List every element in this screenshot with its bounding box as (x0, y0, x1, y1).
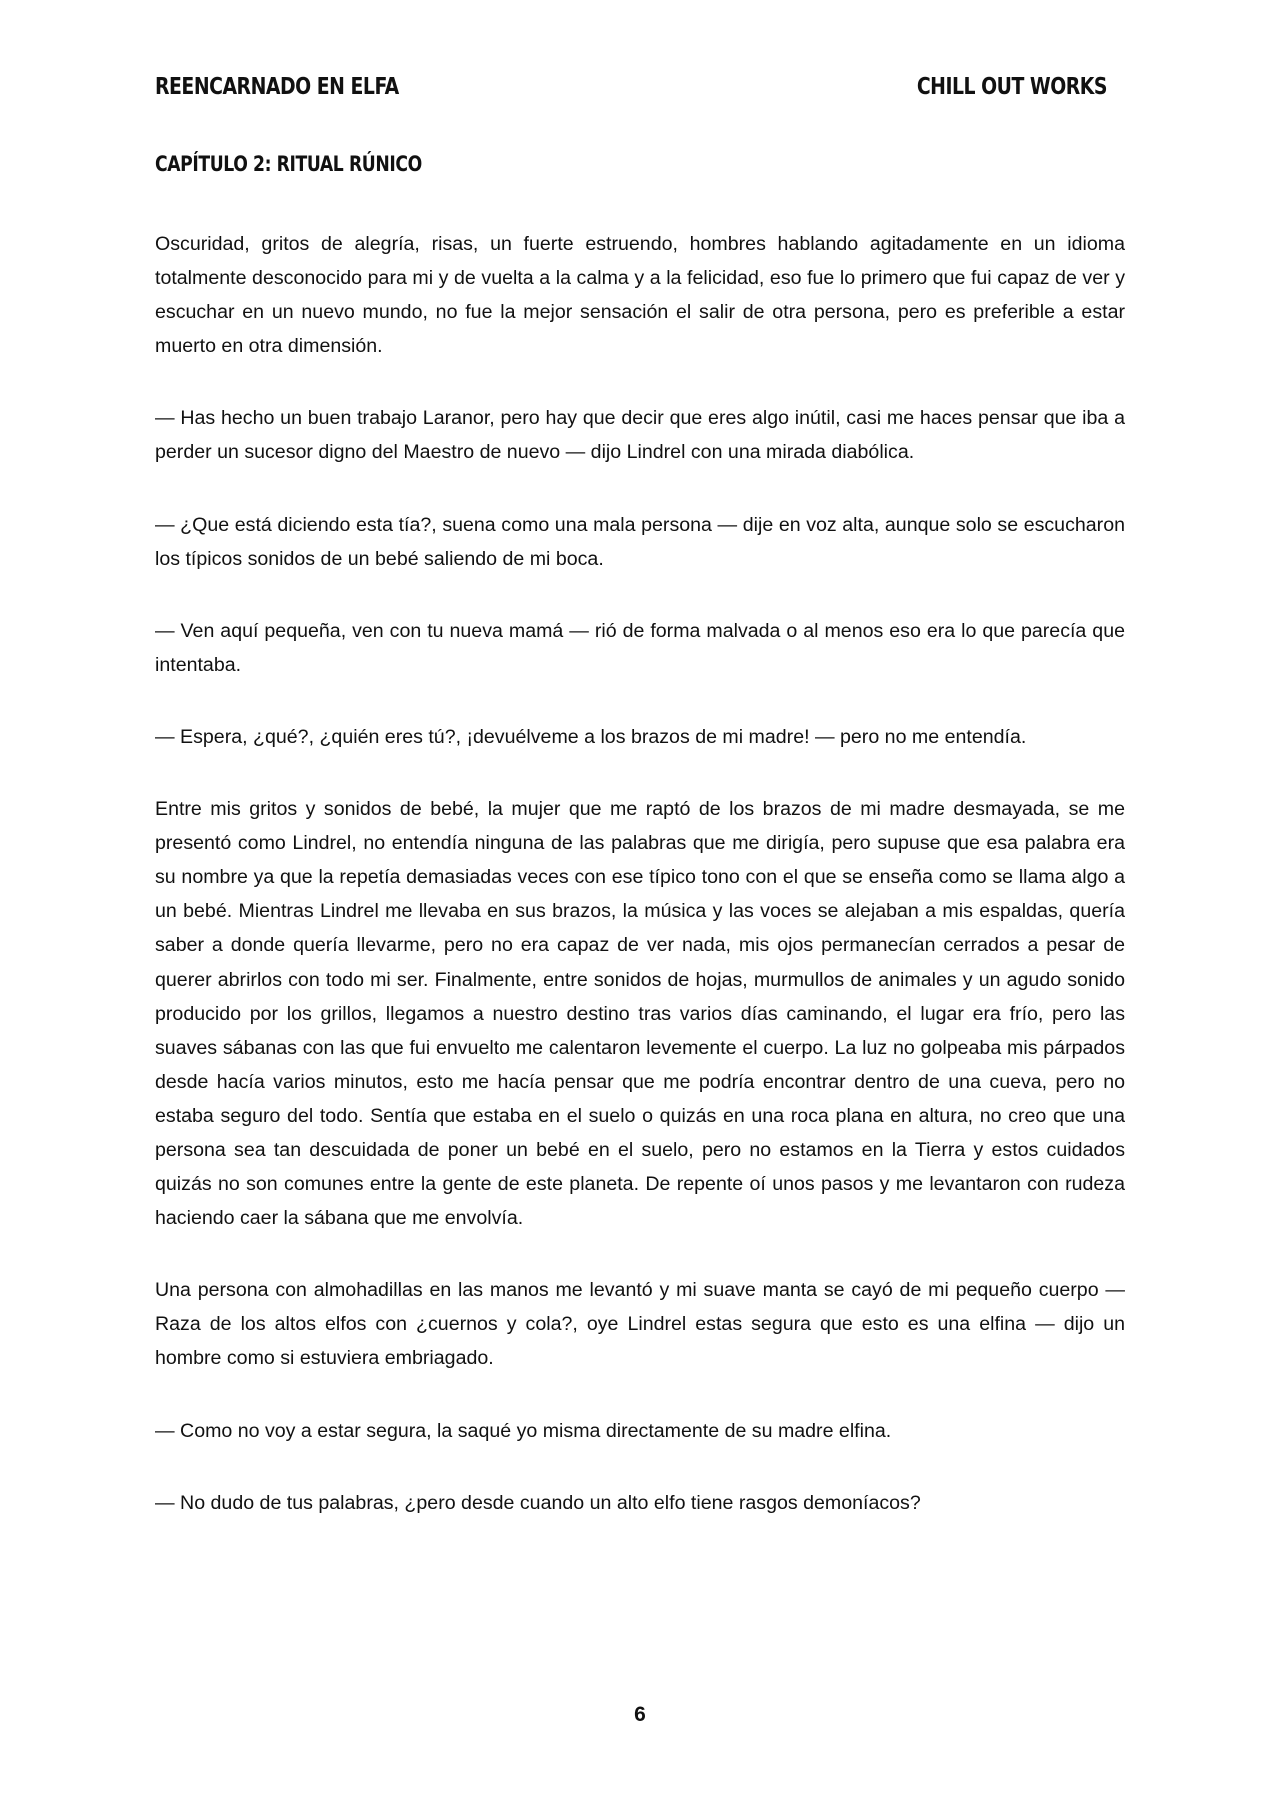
paragraph: Una persona con almohadillas en las manos me levantó y mi suave manta se cayó de mi pequeño cuerpo — Raza de los altos elfos con ¿cuernos y cola?, oye Lindrel estas segura que esto es una elfina — dijo un hombre como si estuviera embriagado. (155, 1279, 1125, 1370)
publisher-name: CHILL OUT WORKS (916, 74, 1108, 100)
paragraph: — Has hecho un buen trabajo Laranor, pero hay que decir que eres algo inútil, casi me haces pensar que iba a perder un sucesor digno del Maestro de nuevo — dijo Lindrel con una mirada diabólica. (155, 407, 1125, 464)
paragraph: — Ven aquí pequeña, ven con tu nueva mamá — rió de forma malvada o al menos eso era lo que parecía que intentaba. (155, 619, 1125, 676)
chapter-body (155, 227, 1125, 1558)
page-number: 6 (634, 1703, 646, 1726)
chapter-title: CAPÍTULO 2: RITUAL RÚNICO (155, 152, 422, 176)
paragraph: — Como no voy a estar segura, la saqué yo misma directamente de su madre elfina. (155, 1419, 892, 1442)
paragraph: — ¿Que está diciendo esta tía?, suena como una mala persona — dije en voz alta, aunque solo se escucharon los típicos sonidos de un bebé saliendo de mi boca. (155, 513, 1125, 570)
paragraph: — No dudo de tus palabras, ¿pero desde cuando un alto elfo tiene rasgos demoníacos? (155, 1491, 921, 1514)
running-header (155, 74, 1108, 108)
paragraph: — Espera, ¿qué?, ¿quién eres tú?, ¡devuélveme a los brazos de mi madre! — pero no me entendía. (155, 725, 1027, 748)
paragraph: Entre mis gritos y sonidos de bebé, la mujer que me raptó de los brazos de mi madre desmayada, se me presentó como Lindrel, no entendía ninguna de las palabras que me dirigía, pero supuse que esa palabra era su nombre ya que la repetía demasiadas veces con ese típico tono con el que se enseña como se llama algo a un bebé. Mientras Lindrel me llevaba en sus brazos, la música y las voces se alejaban a mis espaldas, quería saber a donde quería llevarme, pero no era capaz de ver nada, mis ojos permanecían cerrados a pesar de querer abrirlos con todo mi ser. Finalmente, entre sonidos de hojas, murmullos de animales y un agudo sonido producido por los grillos, llegamos a nuestro destino tras varios días caminando, el lugar era frío, pero las suaves sábanas con las que fui envuelto me calentaron levemente el cuerpo. La luz no golpeaba mis párpados desde hacía varios minutos, esto me hacía pensar que me podría encontrar dentro de una cueva, pero no estaba seguro del todo. Sentía que estaba en el suelo o quizás en una roca plana en altura, no creo que una persona sea tan descuidada de poner un bebé en el suelo, pero no estamos en la Tierra y estos cuidados quizás no son comunes entre la gente de este planeta. De repente oí unos pasos y me levantaron con rudeza haciendo caer la sábana que me envolvía. (155, 798, 1125, 1230)
book-title: REENCARNADO EN ELFA (155, 74, 399, 100)
paragraph: Oscuridad, gritos de alegría, risas, un fuerte estruendo, hombres hablando agitadamente en un idioma totalmente desconocido para mi y de vuelta a la calma y a la felicidad, eso fue lo primero que fui capaz de ver y escuchar en un nuevo mundo, no fue la mejor sensación el salir de otra persona, pero es preferible a estar muerto en otra dimensión. (155, 233, 1125, 358)
